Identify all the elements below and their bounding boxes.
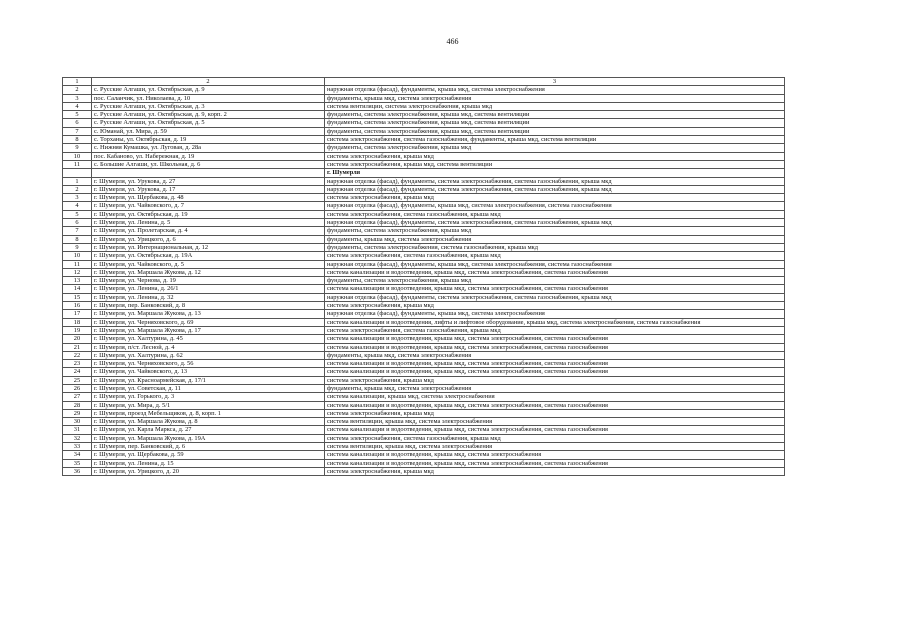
table-row bbox=[63, 152, 785, 160]
table-row bbox=[63, 384, 785, 392]
row-number: 10 bbox=[63, 252, 92, 260]
table-row bbox=[63, 102, 785, 110]
row-number: 29 bbox=[63, 409, 92, 417]
row-number: 10 bbox=[63, 152, 92, 160]
row-number: 36 bbox=[63, 467, 92, 475]
row-number: 3 bbox=[63, 94, 92, 102]
table-row bbox=[63, 335, 785, 343]
row-works: система канализации и водоотведения, крыша мкд, система электроснабжения, система газоснабжения bbox=[325, 335, 785, 343]
row-works: система электроснабжения, крыша мкд, система вентиляции bbox=[325, 160, 785, 168]
row-address: г. Шумерля, ул. Халтурина, д. 45 bbox=[92, 335, 325, 343]
row-number: 30 bbox=[63, 418, 92, 426]
row-number: 13 bbox=[63, 277, 92, 285]
row-number: 16 bbox=[63, 302, 92, 310]
table-row bbox=[63, 160, 785, 168]
table-row bbox=[63, 94, 785, 102]
row-number: 8 bbox=[63, 136, 92, 144]
row-works: система канализации и водоотведения, крыша мкд, система электроснабжения, система газоснабжения bbox=[325, 268, 785, 276]
row-works: наружная отделка (фасад), фундаменты, крыша мкд, система электроснабжения, система газоснабжения bbox=[325, 260, 785, 268]
row-works: система электроснабжения, крыша мкд bbox=[325, 376, 785, 384]
table-row bbox=[63, 252, 785, 260]
row-address: с. Русские Алгаши, ул. Октябрьская, д. 9, корп. 2 bbox=[92, 111, 325, 119]
row-address: г. Шумерля, ул. Советская, д. 11 bbox=[92, 384, 325, 392]
row-number: 26 bbox=[63, 384, 92, 392]
row-number: 7 bbox=[63, 127, 92, 135]
row-number: 32 bbox=[63, 434, 92, 442]
table-row bbox=[63, 144, 785, 152]
row-number: 35 bbox=[63, 459, 92, 467]
table-row bbox=[63, 401, 785, 409]
row-number: 31 bbox=[63, 426, 92, 434]
row-works: система канализации и водоотведения, крыша мкд, система электроснабжения, система газоснабжения bbox=[325, 285, 785, 293]
row-number: 6 bbox=[63, 219, 92, 227]
table-row bbox=[63, 86, 785, 94]
row-works: фундаменты, система электроснабжения, крыша мкд bbox=[325, 277, 785, 285]
table-row bbox=[63, 326, 785, 334]
row-works: система электроснабжения, система газоснабжения, крыша мкд bbox=[325, 210, 785, 218]
row-works: система канализации, крыша мкд, система электроснабжения bbox=[325, 393, 785, 401]
row-works: система канализации и водоотведения, крыша мкд, система электроснабжения bbox=[325, 451, 785, 459]
row-address: г. Шумерля, ул. Карла Маркса, д. 27 bbox=[92, 426, 325, 434]
table-row bbox=[63, 459, 785, 467]
row-number: 12 bbox=[63, 268, 92, 276]
row-number: 9 bbox=[63, 243, 92, 251]
row-number: 22 bbox=[63, 351, 92, 359]
row-address: г. Шумерля, ул. Интернациональная, д. 12 bbox=[92, 243, 325, 251]
row-address: г. Шумерля, ул. Красноармейская, д. 17/1 bbox=[92, 376, 325, 384]
row-number: 18 bbox=[63, 318, 92, 326]
table-row bbox=[63, 409, 785, 417]
row-works: фундаменты, система электроснабжения, крыша мкд, система вентиляции bbox=[325, 111, 785, 119]
table-row bbox=[63, 376, 785, 384]
row-number: 23 bbox=[63, 360, 92, 368]
row-works: система канализации и водоотведения, крыша мкд, система электроснабжения, система газоснабжения bbox=[325, 360, 785, 368]
row-address: г. Шумерля, ул. Ленина, д. 5 bbox=[92, 219, 325, 227]
row-address: г. Шумерля, ул. Чайковского, д. 7 bbox=[92, 202, 325, 210]
row-works: система электроснабжения, крыша мкд bbox=[325, 302, 785, 310]
row-address: пос. Кабаново, ул. Набережная, д. 19 bbox=[92, 152, 325, 160]
row-works: система электроснабжения, система газоснабжения, крыша мкд bbox=[325, 252, 785, 260]
row-works: система канализации и водоотведения, крыша мкд, система электроснабжения, система газоснабжения bbox=[325, 426, 785, 434]
row-number: 25 bbox=[63, 376, 92, 384]
table-row bbox=[63, 285, 785, 293]
row-works: фундаменты, крыша мкд, система электроснабжения bbox=[325, 351, 785, 359]
row-number: 5 bbox=[63, 111, 92, 119]
row-address: г. Шумерля, проезд Мебельщиков, д. 8, корп. 1 bbox=[92, 409, 325, 417]
row-number: 17 bbox=[63, 310, 92, 318]
table-row bbox=[63, 219, 785, 227]
row-address: г. Шумерля, ул. Октябрьская, д. 19А bbox=[92, 252, 325, 260]
table-row bbox=[63, 426, 785, 434]
table-row bbox=[63, 434, 785, 442]
row-works: система канализации и водоотведения, крыша мкд, система электроснабжения, система газоснабжения bbox=[325, 459, 785, 467]
table-row bbox=[63, 351, 785, 359]
table-row bbox=[63, 243, 785, 251]
column-number-row bbox=[63, 78, 785, 86]
table-row bbox=[63, 368, 785, 376]
row-number: 27 bbox=[63, 393, 92, 401]
row-works: наружная отделка (фасад), фундаменты, крыша мкд, система электроснабжения, система газоснабжения bbox=[325, 202, 785, 210]
table-body bbox=[63, 78, 785, 476]
row-address: с. Нижняя Кумашка, ул. Луговая, д. 28а bbox=[92, 144, 325, 152]
row-address: г. Шумерля, ул. Урукова, д. 27 bbox=[92, 177, 325, 185]
row-works: система электроснабжения, крыша мкд bbox=[325, 194, 785, 202]
row-address: г. Шумерля, п/ст. Лесной, д. 4 bbox=[92, 343, 325, 351]
row-address: г. Шумерля, ул. Урицкого, д. 20 bbox=[92, 467, 325, 475]
row-number: 21 bbox=[63, 343, 92, 351]
row-address: г. Шумерля, ул. Маршала Жукова, д. 19А bbox=[92, 434, 325, 442]
row-address: пос. Саланчик, ул. Николаева, д. 10 bbox=[92, 94, 325, 102]
table-row bbox=[63, 277, 785, 285]
row-address: г. Шумерля, ул. Черняховского, д. 56 bbox=[92, 360, 325, 368]
table-row bbox=[63, 235, 785, 243]
section-empty-cell bbox=[92, 169, 325, 177]
row-works: фундаменты, крыша мкд, система электроснабжения bbox=[325, 94, 785, 102]
row-number: 2 bbox=[63, 185, 92, 193]
section-row bbox=[63, 169, 785, 177]
row-number: 4 bbox=[63, 102, 92, 110]
table-row bbox=[63, 418, 785, 426]
row-address: с. Юманай, ул. Мира, д. 59 bbox=[92, 127, 325, 135]
page-number: 466 bbox=[446, 37, 459, 46]
row-number: 5 bbox=[63, 210, 92, 218]
table-row bbox=[63, 227, 785, 235]
row-works: система электроснабжения, система газоснабжения, фундаменты, крыша мкд, система вентиляции bbox=[325, 136, 785, 144]
row-works: наружная отделка (фасад), фундаменты, система электроснабжения, система газоснабжения, крыша мкд bbox=[325, 219, 785, 227]
row-works: фундаменты, крыша мкд, система электроснабжения bbox=[325, 235, 785, 243]
row-address: г. Шумерля, ул. Чернова, д. 19 bbox=[92, 277, 325, 285]
row-address: г. Шумерля, пер. Банковский, д. 8 bbox=[92, 302, 325, 310]
row-address: г. Шумерля, ул. Урукова, д. 17 bbox=[92, 185, 325, 193]
row-works: система вентиляции, крыша мкд, система электроснабжения bbox=[325, 418, 785, 426]
row-address: г. Шумерля, ул. Ленина, д. 32 bbox=[92, 293, 325, 301]
section-empty-cell bbox=[63, 169, 92, 177]
row-address: г. Шумерля, ул. Октябрьская, д. 19 bbox=[92, 210, 325, 218]
row-address: г. Шумерля, ул. Маршала Жукова, д. 13 bbox=[92, 310, 325, 318]
row-address: г. Шумерля, ул. Ленина, д. 15 bbox=[92, 459, 325, 467]
row-works: система электроснабжения, крыша мкд bbox=[325, 467, 785, 475]
row-works: наружная отделка (фасад), фундаменты, система электроснабжения, система газоснабжения, крыша мкд bbox=[325, 293, 785, 301]
row-number: 20 bbox=[63, 335, 92, 343]
row-number: 3 bbox=[63, 194, 92, 202]
row-works: наружная отделка (фасад), фундаменты, крыша мкд, система электроснабжения bbox=[325, 310, 785, 318]
row-works: наружная отделка (фасад), фундаменты, крыша мкд, система электроснабжения bbox=[325, 86, 785, 94]
row-address: г. Шумерля, ул. Ленина, д. 26/1 bbox=[92, 285, 325, 293]
row-address: с. Большие Алгаши, ул. Школьная, д. 6 bbox=[92, 160, 325, 168]
row-number: 28 bbox=[63, 401, 92, 409]
row-address: г. Шумерля, ул. Урицкого, д. 6 bbox=[92, 235, 325, 243]
row-address: г. Шумерля, ул. Щербакова, д. 59 bbox=[92, 451, 325, 459]
table-row bbox=[63, 194, 785, 202]
row-address: г. Шумерля, ул. Маршала Жукова, д. 12 bbox=[92, 268, 325, 276]
repair-works-table bbox=[62, 77, 785, 476]
row-number: 15 bbox=[63, 293, 92, 301]
row-works: система электроснабжения, крыша мкд bbox=[325, 409, 785, 417]
row-address: г. Шумерля, ул. Халтурина, д. 62 bbox=[92, 351, 325, 359]
row-works: фундаменты, система электроснабжения, крыша мкд bbox=[325, 144, 785, 152]
table-row bbox=[63, 467, 785, 475]
row-address: г. Шумерля, ул. Чайковского, д. 5 bbox=[92, 260, 325, 268]
row-address: с. Русские Алгаши, ул. Октябрьская, д. 5 bbox=[92, 119, 325, 127]
row-address: г. Шумерля, ул. Мира, д. 5/1 bbox=[92, 401, 325, 409]
row-address: с. Русские Алгаши, ул. Октябрьская, д. 9 bbox=[92, 86, 325, 94]
row-number: 33 bbox=[63, 443, 92, 451]
row-address: с. Русские Алгаши, ул. Октябрьская, д. 3 bbox=[92, 102, 325, 110]
table-row bbox=[63, 260, 785, 268]
table-row bbox=[63, 185, 785, 193]
row-number: 11 bbox=[63, 260, 92, 268]
row-number: 19 bbox=[63, 326, 92, 334]
row-number: 14 bbox=[63, 285, 92, 293]
row-address: г. Шумерля, пер. Банковский, д. 6 bbox=[92, 443, 325, 451]
row-works: система электроснабжения, система газоснабжения, крыша мкд bbox=[325, 434, 785, 442]
section-title: г. Шумерля bbox=[325, 169, 785, 177]
table-row bbox=[63, 177, 785, 185]
table-row bbox=[63, 318, 785, 326]
table-row bbox=[63, 293, 785, 301]
row-number: 7 bbox=[63, 227, 92, 235]
row-address: г. Шумерля, ул. Маршала Жукова, д. 17 bbox=[92, 326, 325, 334]
row-number: 11 bbox=[63, 160, 92, 168]
row-works: фундаменты, система электроснабжения, крыша мкд, система вентиляции bbox=[325, 119, 785, 127]
row-works: фундаменты, система электроснабжения, крыша мкд bbox=[325, 227, 785, 235]
row-works: система канализации и водоотведения, крыша мкд, система электроснабжения, система газоснабжения bbox=[325, 343, 785, 351]
table-row bbox=[63, 451, 785, 459]
column-number-1: 1 bbox=[63, 78, 92, 86]
row-works: система электроснабжения, система газоснабжения, крыша мкд bbox=[325, 326, 785, 334]
table-row bbox=[63, 393, 785, 401]
table-row bbox=[63, 302, 785, 310]
table-row bbox=[63, 202, 785, 210]
row-number: 2 bbox=[63, 86, 92, 94]
table-row bbox=[63, 443, 785, 451]
row-works: наружная отделка (фасад), фундаменты, система электроснабжения, система газоснабжения, крыша мкд bbox=[325, 177, 785, 185]
row-works: система канализации и водоотведения, крыша мкд, система электроснабжения, система газоснабжения bbox=[325, 401, 785, 409]
row-number: 24 bbox=[63, 368, 92, 376]
row-works: система вентиляции, крыша мкд, система электроснабжения bbox=[325, 443, 785, 451]
row-works: фундаменты, система электроснабжения, система газоснабжения, крыша мкд bbox=[325, 243, 785, 251]
row-number: 9 bbox=[63, 144, 92, 152]
row-address: г. Шумерля, ул. Пролетарская, д. 4 bbox=[92, 227, 325, 235]
row-address: г. Шумерля, ул. Чайковского, д. 13 bbox=[92, 368, 325, 376]
row-number: 8 bbox=[63, 235, 92, 243]
table-row bbox=[63, 111, 785, 119]
row-address: г. Шумерля, ул. Черняховского, д. 69 bbox=[92, 318, 325, 326]
table-row bbox=[63, 210, 785, 218]
row-number: 6 bbox=[63, 119, 92, 127]
row-address: г. Шумерля, ул. Маршала Жукова, д. 8 bbox=[92, 418, 325, 426]
column-number-2: 2 bbox=[92, 78, 325, 86]
row-works: система электроснабжения, крыша мкд bbox=[325, 152, 785, 160]
row-works: фундаменты, крыша мкд, система электроснабжения bbox=[325, 384, 785, 392]
table-row bbox=[63, 343, 785, 351]
row-address: г. Шумерля, ул. Щербакова, д. 48 bbox=[92, 194, 325, 202]
row-works: фундаменты, система электроснабжения, крыша мкд, система вентиляции bbox=[325, 127, 785, 135]
row-works: система вентиляции, система электроснабжения, крыша мкд bbox=[325, 102, 785, 110]
table-row bbox=[63, 268, 785, 276]
row-works: наружная отделка (фасад), фундаменты, система электроснабжения, система газоснабжения, крыша мкд bbox=[325, 185, 785, 193]
table-row bbox=[63, 127, 785, 135]
table-row bbox=[63, 119, 785, 127]
row-number: 34 bbox=[63, 451, 92, 459]
row-works: система канализации и водоотведения, лифты и лифтовое оборудование, крыша мкд, система электроснабжения, система газоснабжения bbox=[325, 318, 785, 326]
row-address: г. Шумерля, ул. Горького, д. 3 bbox=[92, 393, 325, 401]
row-number: 1 bbox=[63, 177, 92, 185]
row-number: 4 bbox=[63, 202, 92, 210]
row-works: система канализации и водоотведения, крыша мкд, система электроснабжения, система газоснабжения bbox=[325, 368, 785, 376]
table-row bbox=[63, 136, 785, 144]
column-number-3: 3 bbox=[325, 78, 785, 86]
row-address: с. Торханы, ул. Октябрьская, д. 19 bbox=[92, 136, 325, 144]
table-row bbox=[63, 360, 785, 368]
table-row bbox=[63, 310, 785, 318]
